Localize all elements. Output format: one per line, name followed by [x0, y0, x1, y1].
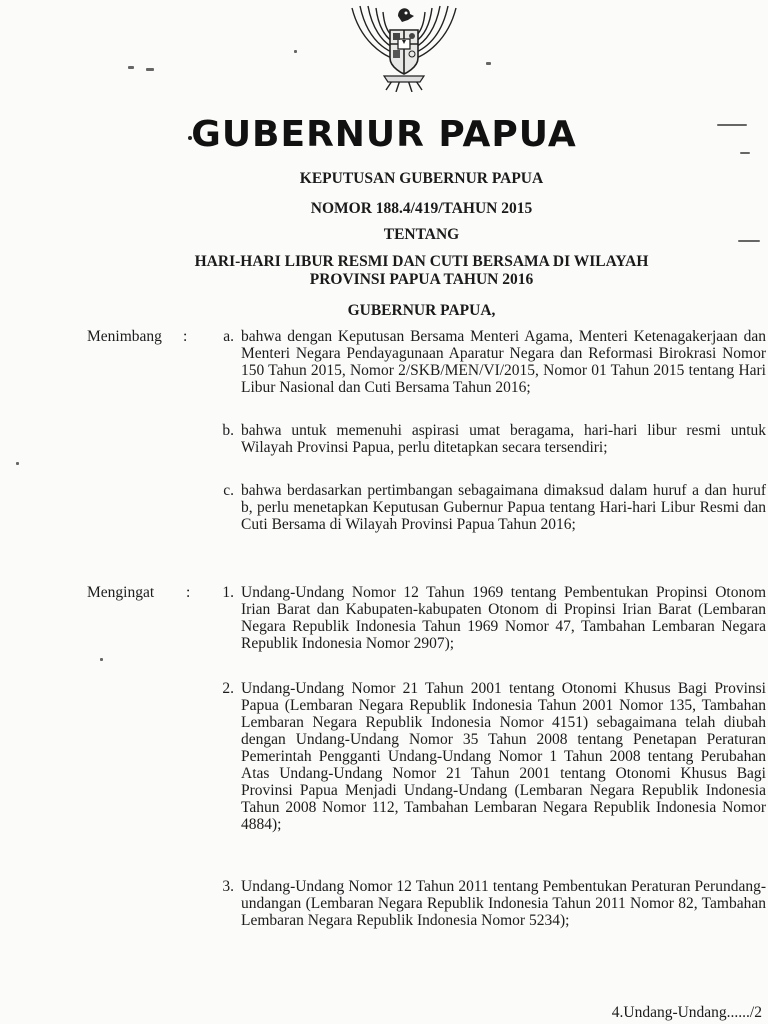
continuation-note: 4.Undang-Undang....../2 [611, 1004, 762, 1021]
scan-speck [128, 66, 134, 69]
menimbang-item-b: bahwa untuk memenuhi aspirasi umat beragama, hari-hari libur resmi untuk Wilayah Provinsi Papua, perlu ditetapkan secara tersendiri; [241, 422, 766, 456]
scan-speck [294, 50, 297, 53]
garuda-emblem-icon [346, 0, 462, 92]
menimbang-marker-c: c. [223, 482, 234, 499]
menimbang-item-a: bahwa dengan Keputusan Bersama Menteri Agama, Menteri Ketenagakerjaan dan Menteri Negara Pendayagunaan Aparatur Negara dan Reformasi Birokrasi Nomor 150 Tahun 2015, Nomor 2/SKB/MEN/VI/2015, Nomor 01 Tahun 2015 tentang Hari Libur Nasional dan Cuti Bersama Tahun 2016; [241, 328, 766, 396]
menimbang-marker-b: b. [222, 422, 234, 439]
about-heading: TENTANG [383, 226, 460, 243]
scan-speck [16, 462, 19, 465]
subject-line-1: HARI-HARI LIBUR RESMI DAN CUTI BERSAMA DI WILAYAH [194, 253, 649, 270]
menimbang-label: Menimbang [87, 328, 162, 345]
scan-speck [486, 62, 491, 65]
mengingat-item-3: Undang-Undang Nomor 12 Tahun 2011 tentang Pembentukan Peraturan Perundang-undangan (Lembaran Negara Republik Indonesia Tahun 2011 Nomor 82, Tambahan Lembaran Negara Republik Indonesia Nomor 5234); [241, 878, 766, 929]
subject-line-2: PROVINSI PAPUA TAHUN 2016 [309, 271, 534, 288]
decree-number: NOMOR 188.4/419/TAHUN 2015 [310, 200, 533, 217]
mengingat-item-2: Undang-Undang Nomor 21 Tahun 2001 tentang Otonomi Khusus Bagi Provinsi Papua (Lembaran Negara Republik Indonesia Tahun 2001 Nomor 135, Tambahan Lembaran Negara Republik Indonesia Nomor 4151) sebagaimana telah diubah dengan Undang-Undang Nomor 35 Tahun 2008 tentang Penetapan Peraturan Pemerintah Pengganti Undang-Undang Nomor 1 Tahun 2008 tentang Perubahan Atas Undang-Undang Nomor 21 Tahun 2001 tentang Otonomi Khusus Bagi Provinsi Papua Menjadi Undang-Undang (Lembaran Negara Republik Indonesia Tahun 2008 Nomor 112, Tambahan Lembaran Negara Republik Indonesia Nomor 4884); [241, 680, 766, 833]
mengingat-item-1: Undang-Undang Nomor 12 Tahun 1969 tentang Pembentukan Propinsi Otonom Irian Barat dan Kabupaten-kabupaten Otonom di Propinsi Irian Barat (Lembaran Negara Republik Indonesia Tahun 1969 Nomor 47, Tambahan Lembaran Negara Republik Indonesia Nomor 2907); [241, 584, 766, 652]
mengingat-label: Mengingat [87, 584, 155, 601]
mengingat-colon: : [186, 584, 191, 601]
menimbang-item-c: bahwa berdasarkan pertimbangan sebagaimana dimaksud dalam huruf a dan huruf b, perlu menetapkan Keputusan Gubernur Papua tentang Hari-hari Libur Resmi dan Cuti Bersama di Wilayah Provinsi Papua Tahun 2016; [241, 482, 766, 533]
page-title: GUBERNUR PAPUA [191, 114, 577, 155]
mengingat-marker-2: 2. [222, 680, 234, 697]
menimbang-marker-a: a. [223, 328, 234, 345]
menimbang-colon: : [183, 328, 188, 345]
scan-speck [146, 68, 154, 71]
mengingat-marker-1: 1. [222, 584, 234, 601]
scan-speck [100, 658, 103, 661]
decree-heading: KEPUTUSAN GUBERNUR PAPUA [299, 170, 544, 187]
mengingat-marker-3: 3. [222, 878, 234, 895]
issuer-heading: GUBERNUR PAPUA, [347, 302, 496, 319]
